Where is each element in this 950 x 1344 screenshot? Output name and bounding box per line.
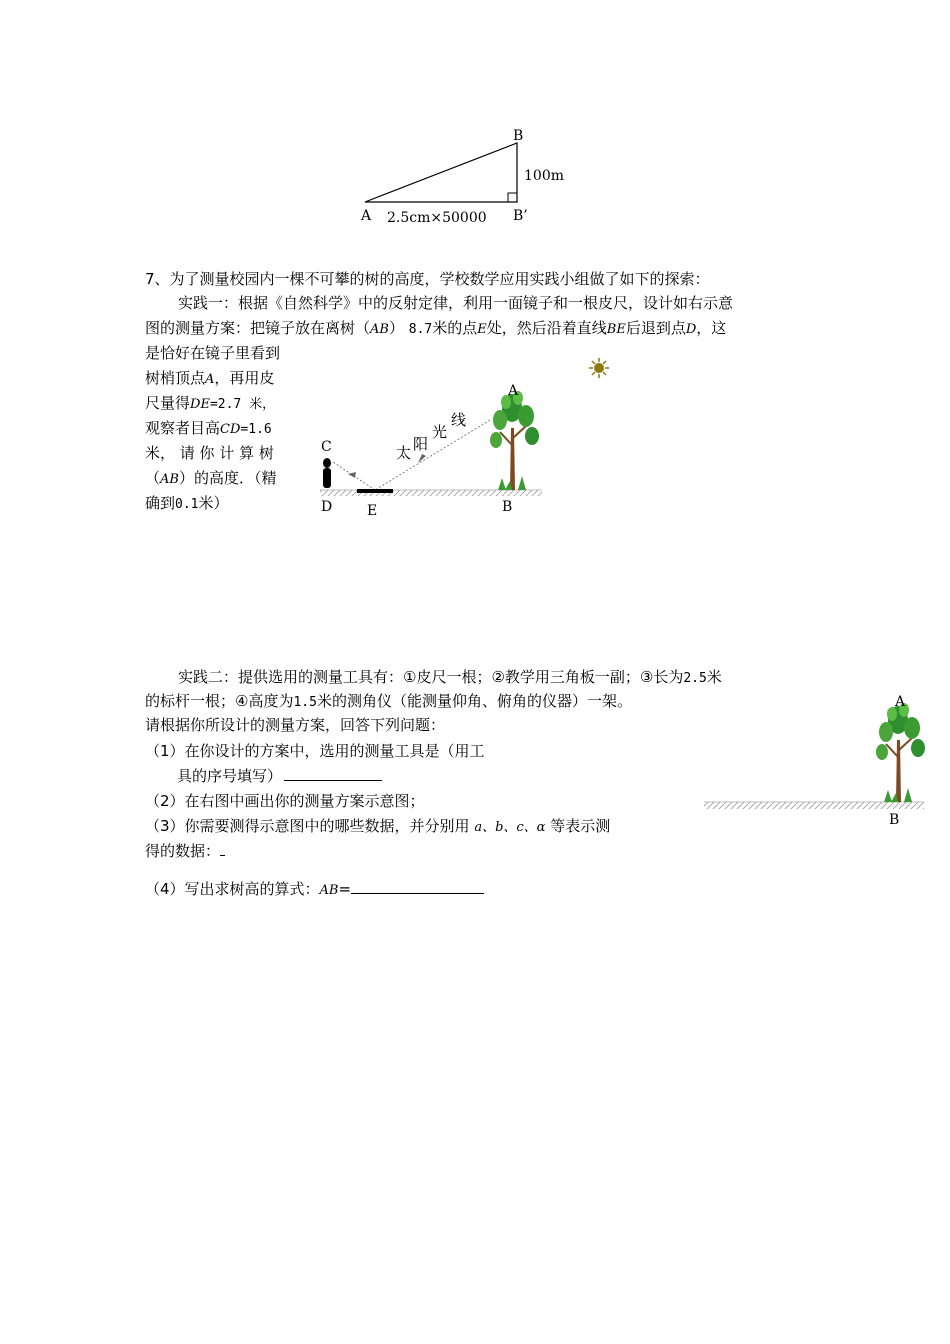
sub-question-4: （4）写出求树高的算式：AB= <box>145 877 484 903</box>
sun-icon <box>589 358 609 378</box>
tree-icon <box>876 703 925 802</box>
practice1-line4: 树梢顶点A，再用皮 <box>145 369 275 387</box>
triangle-height-label: 100m <box>524 168 564 184</box>
answer-blank-3[interactable] <box>220 839 225 856</box>
triangle-base-label: 2.5cm×50000 <box>387 210 487 226</box>
sub-question-3b: 得的数据： <box>145 839 225 863</box>
triangle-label-B-prime: B’ <box>513 208 528 224</box>
practice1-line1: 实践一：根据《自然科学》中的反射定律，利用一面镜子和一根皮尺，设计如右示意 <box>178 294 734 312</box>
practice1-line8: （AB）的高度．（精 <box>145 469 277 487</box>
mirror <box>357 489 393 493</box>
practice1-line7: 米， 请 你 计 算 树 <box>145 444 274 462</box>
practice1-line6: 观察者目高CD=1.6 <box>145 419 272 437</box>
sunlight-char-2: 阳 <box>413 435 429 453</box>
sub-question-2: （2）在右图中画出你的测量方案示意图； <box>145 792 425 810</box>
q7-intro: 7、为了测量校园内一棵不可攀的树的高度，学校数学应用实践小组做了如下的探索： <box>145 270 710 288</box>
practice2-line3: 请根据你所设计的测量方案，回答下列问题： <box>145 716 446 734</box>
sub-question-1b: 具的序号填写） <box>177 764 382 788</box>
practice1-line5: 尺量得DE=2.7 米， <box>145 394 276 412</box>
fig1-label-A: A <box>508 383 519 399</box>
triangle-label-B: B <box>513 128 524 144</box>
drawing-figure[interactable] <box>700 690 940 835</box>
sub-question-1a: （1）在你设计的方案中，选用的测量工具是（用工 <box>145 742 485 760</box>
observer-icon <box>323 458 331 488</box>
sunlight-char-1: 太 <box>396 444 412 462</box>
practice2-line2: 的标杆一根；④高度为1.5米的测角仪（能测量仰角、俯角的仪器）一架。 <box>145 692 632 710</box>
answer-blank-4[interactable] <box>351 877 484 894</box>
practice1-line2: 图的测量方案：把镜子放在离树（AB） 8.7米的点E处，然后沿着直线BE后退到点D，这 <box>145 319 727 337</box>
sub-question-3a: （3）你需要测得示意图中的哪些数据，并分别用 a、b、c、α 等表示测 <box>145 817 611 835</box>
sunlight-char-4: 线 <box>451 411 467 429</box>
sub3-variables: a、b、c、α <box>474 820 546 835</box>
fig1-label-E: E <box>367 503 378 519</box>
practice1-line9: 确到0.1米） <box>145 494 229 512</box>
fig1-label-D: D <box>321 499 333 515</box>
answer-blank-1[interactable] <box>284 764 382 781</box>
mirror-figure <box>300 350 630 525</box>
sunlight-char-3: 光 <box>432 423 448 441</box>
right-triangle <box>365 143 517 202</box>
fig1-label-B: B <box>502 499 513 515</box>
ground <box>704 802 924 809</box>
triangle-figure <box>350 120 580 230</box>
tree-icon <box>490 391 539 490</box>
ray-arrow-icon <box>418 454 426 463</box>
ground <box>320 490 542 496</box>
triangle-label-A: A <box>361 208 372 224</box>
fig2-label-B: B <box>889 812 900 828</box>
practice1-line3: 是恰好在镜子里看到 <box>145 344 281 362</box>
right-angle-mark <box>508 193 517 202</box>
ray-arrow-icon <box>348 472 356 478</box>
fig1-label-C: C <box>321 439 332 455</box>
fig2-label-A: A <box>895 694 906 710</box>
practice2-line1: 实践二：提供选用的测量工具有：①皮尺一根；②教学用三角板一副；③长为2.5米 <box>178 668 722 686</box>
